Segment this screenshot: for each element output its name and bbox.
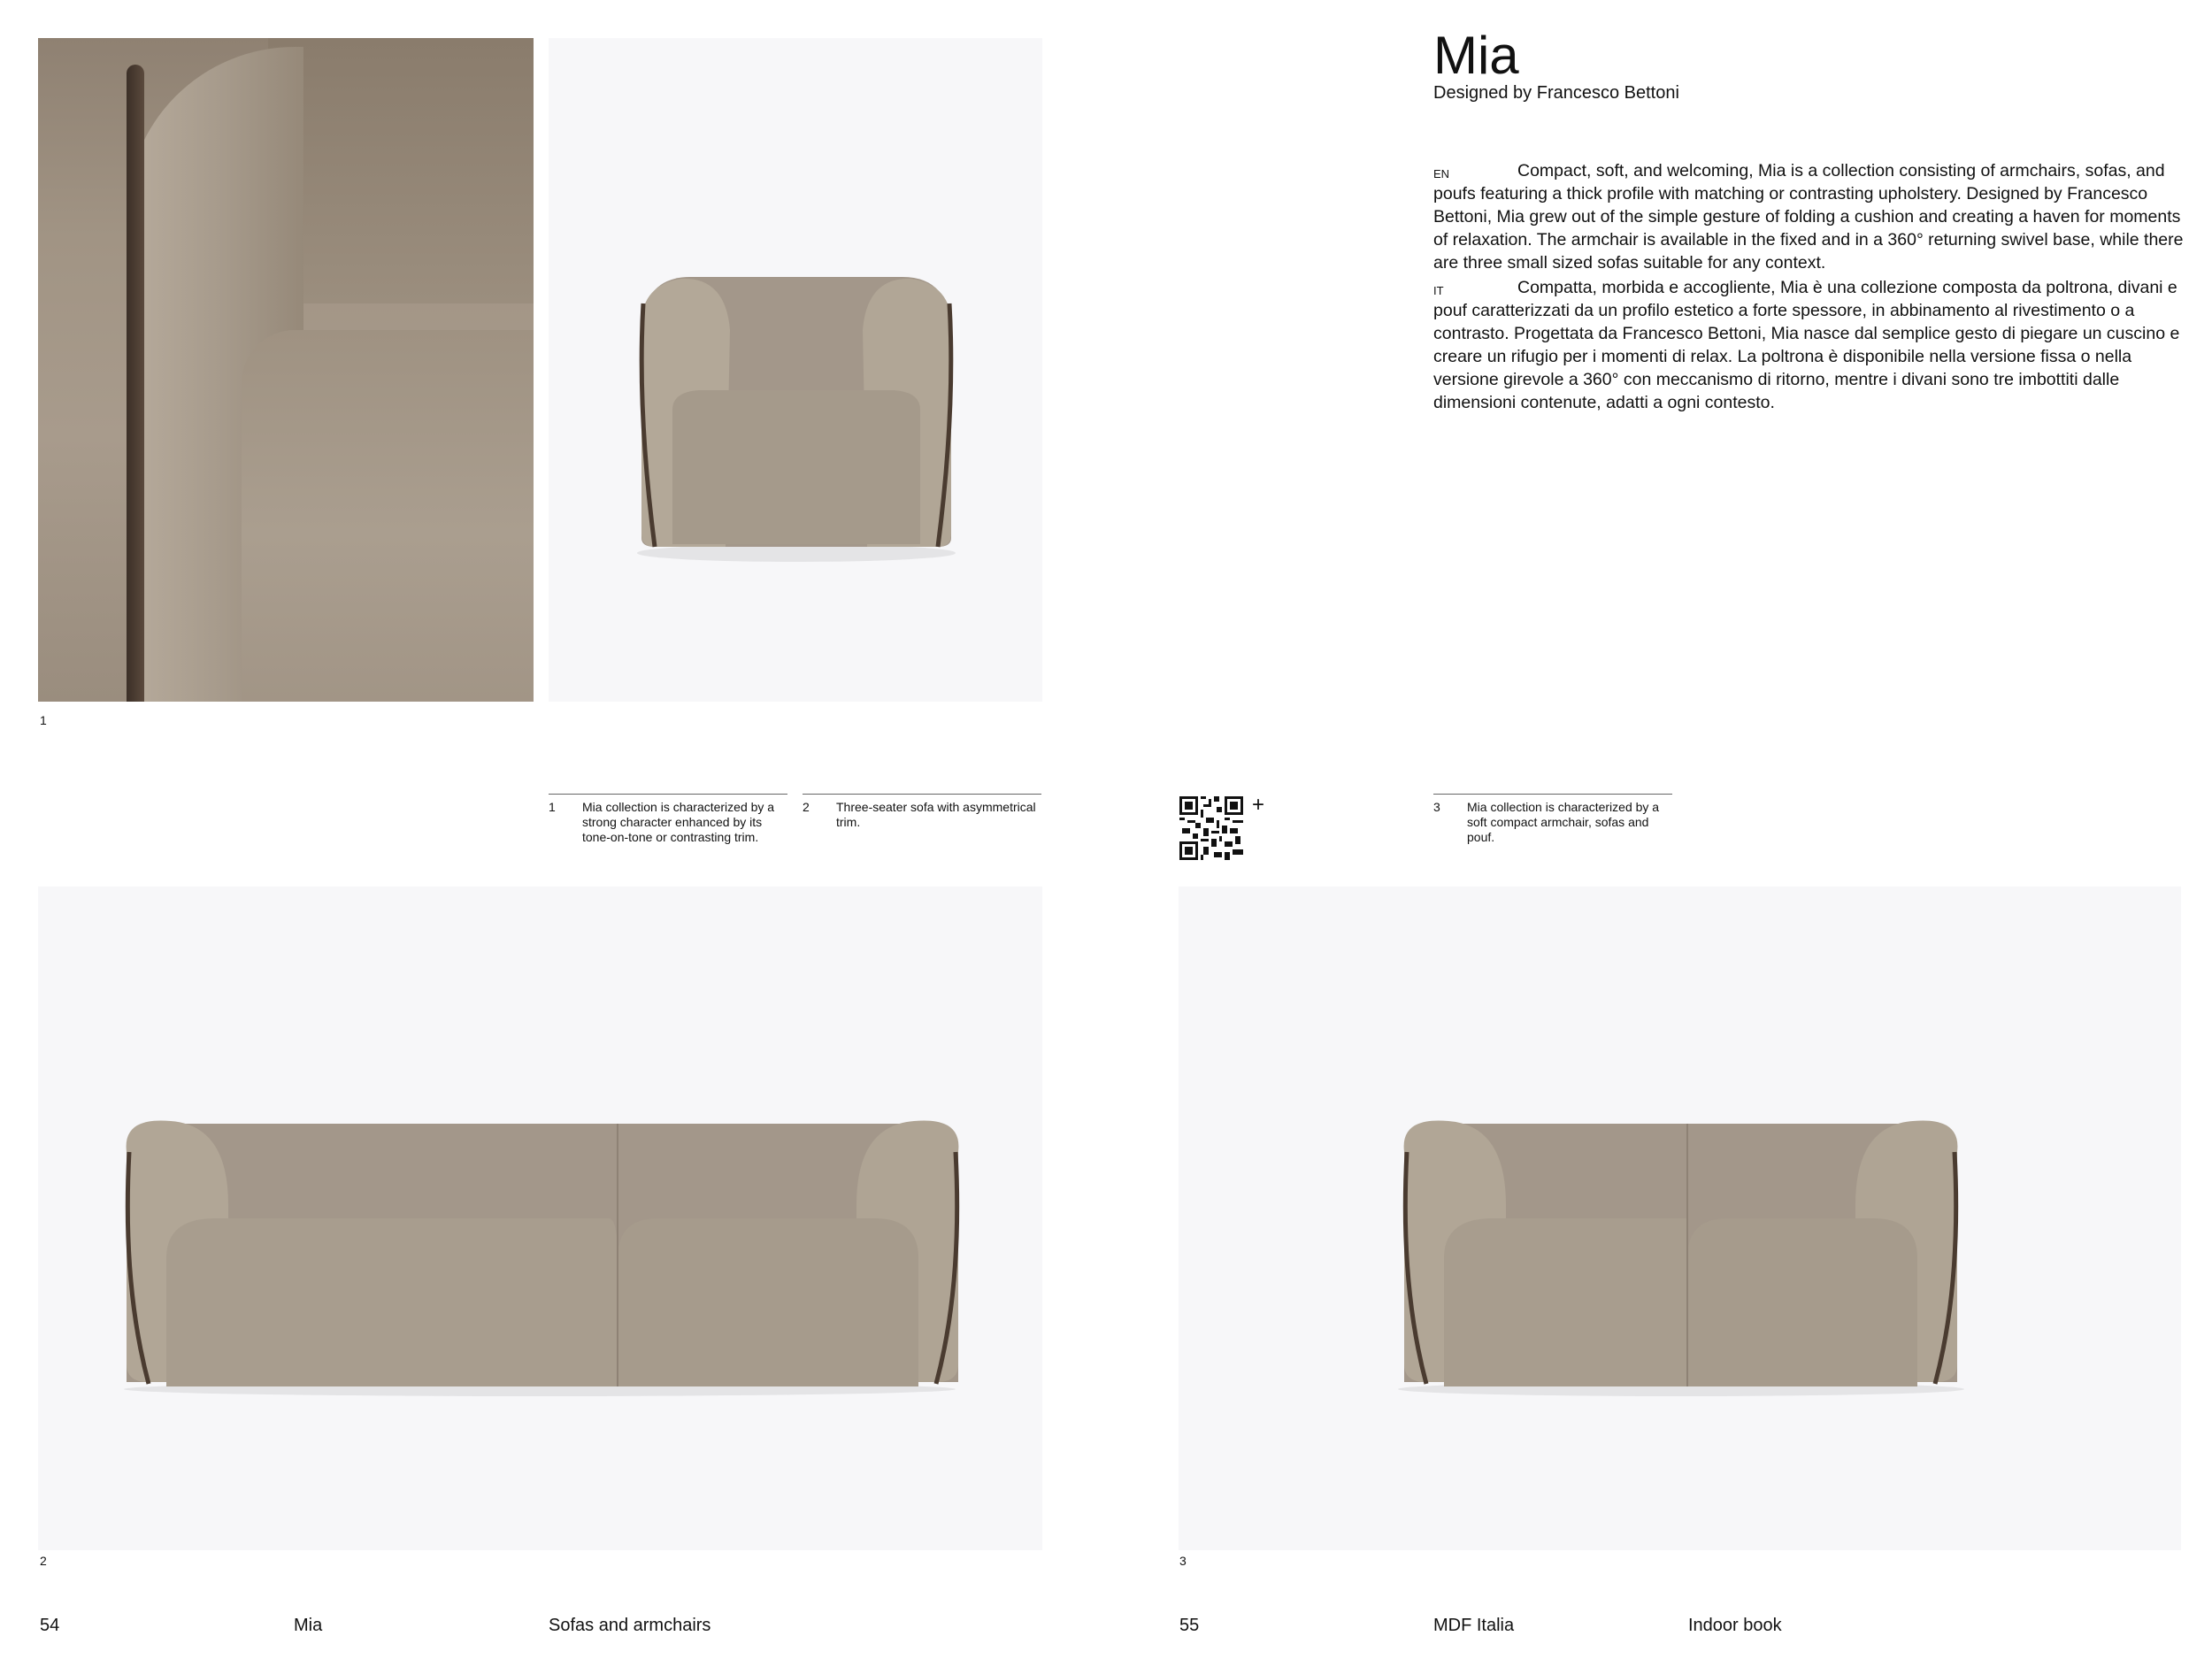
footer-brand: MDF Italia [1433, 1616, 1515, 1635]
caption-3 [1433, 794, 1672, 865]
qr-code-icon [1179, 796, 1243, 860]
figure-label-3: 3 [1179, 1554, 1187, 1568]
lang-tag-it: IT [1433, 284, 1444, 297]
description-it-text: Compatta, morbida e accogliente, Mia è una collezione composta da poltrona, divani e pouf caratterizzati da un profilo estetico a forte spessore, in abbinamento al rivestimento o a contrasto. Progettata da Francesco Bettoni, Mia nasce dal semplice gesto di piegare un cuscino e creare un rifugio per i momenti di relax. La poltrona è disponibile nella versione fissa o nella versione girevole a 360° con meccanismo di ritorno, mentre i divani sono tre imbottiti dalle dimensioni contenute, adatti a ogni contesto. [1433, 278, 2180, 412]
armchair-illustration [549, 38, 1042, 702]
description-en [1433, 159, 2185, 274]
footer-section: Sofas and armchairs [549, 1616, 711, 1635]
closeup-backrest [268, 38, 534, 303]
designer-subtitle: Designed by Francesco Bettoni [1433, 83, 1679, 103]
photo-armchair [549, 38, 1042, 702]
qr-code[interactable] [1179, 796, 1243, 860]
footer-book: Indoor book [1688, 1616, 1782, 1635]
description-it [1433, 276, 2185, 414]
photo-two-seater-sofa [1179, 887, 2181, 1550]
closeup-trim [127, 65, 144, 702]
caption-number: 1 [549, 800, 556, 814]
lang-tag-en: EN [1433, 167, 1450, 180]
caption-number: 2 [803, 800, 810, 814]
photo-three-seater-sofa [38, 887, 1042, 1550]
qr-plus-icon: + [1252, 793, 1265, 817]
footer-product-name: Mia [294, 1616, 323, 1635]
figure-label-1: 1 [40, 713, 47, 727]
figure-label-2: 2 [40, 1554, 47, 1568]
caption-2 [803, 794, 1041, 865]
closeup-seat [242, 330, 534, 702]
caption-text: Mia collection is characterized by a soft compact armchair, sofas and pouf. [1467, 800, 1660, 844]
caption-text: Mia collection is characterized by a strong character enhanced by its tone-on-tone or contrasting trim. [582, 800, 775, 844]
page-number-right: 55 [1179, 1616, 1200, 1635]
caption-number: 3 [1433, 800, 1440, 814]
caption-text: Three-seater sofa with asymmetrical trim. [836, 800, 1036, 829]
page-number-left: 54 [40, 1616, 60, 1635]
two-seater-sofa-illustration [1179, 887, 2181, 1550]
photo-closeup-fabric [38, 38, 534, 702]
description-en-text: Compact, soft, and welcoming, Mia is a collection consisting of armchairs, sofas, and poufs featuring a thick profile with matching or contrasting upholstery. Designed by Francesco Bettoni, Mia grew out of the simple gesture of folding a cushion and creating a haven for moments of relaxation. The armchair is available in the fixed and in a 360° returning swivel base, while there are three small sized sofas suitable for any context. [1433, 161, 2184, 273]
caption-1 [549, 794, 787, 865]
page-title: Mia [1433, 26, 1519, 85]
three-seater-sofa-illustration [38, 887, 1042, 1550]
